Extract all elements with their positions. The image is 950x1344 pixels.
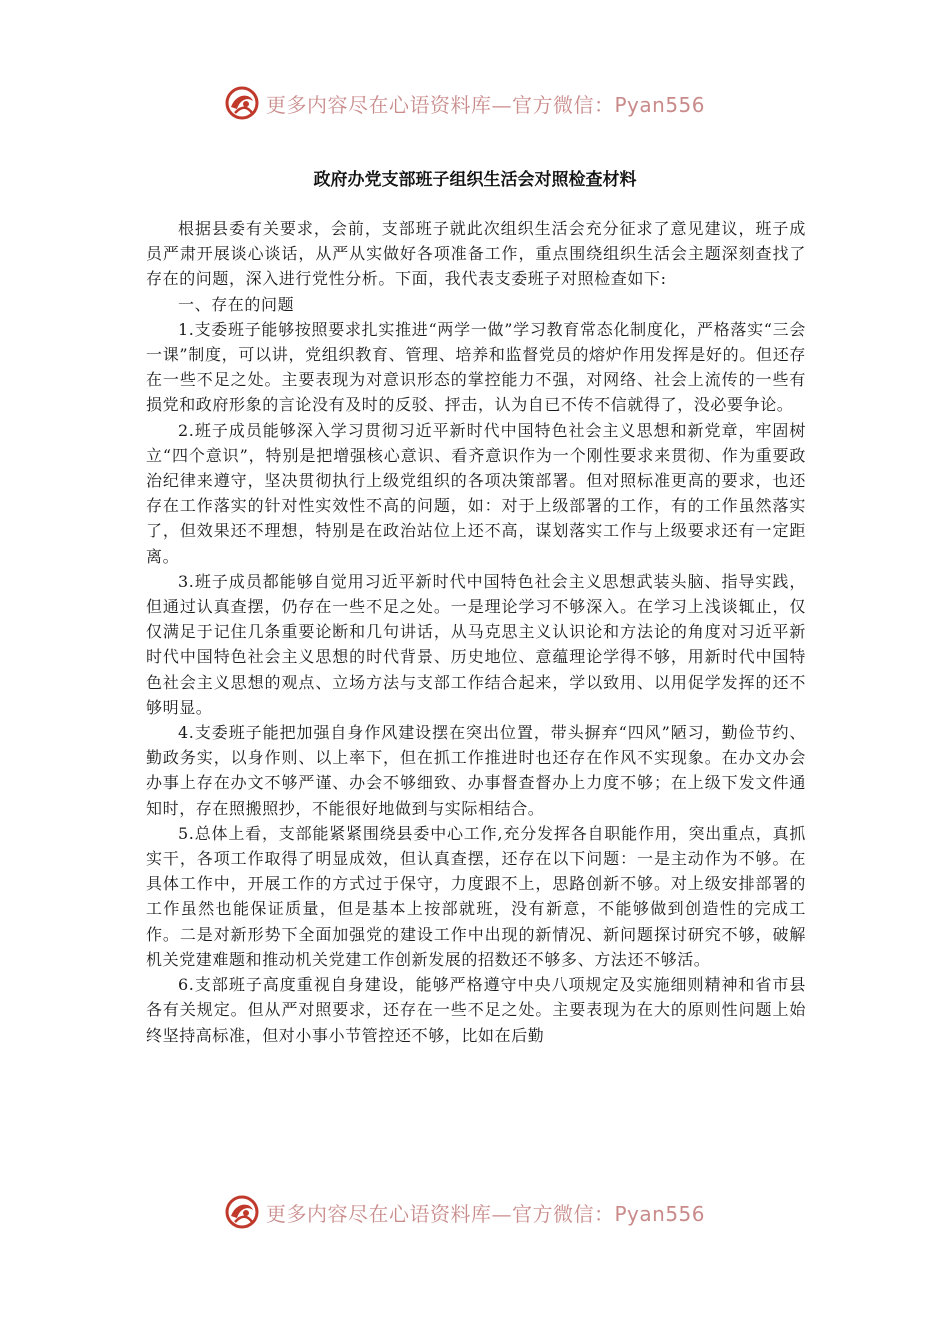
red-swirl-logo-icon bbox=[222, 83, 262, 123]
section-heading: 一、存在的问题 bbox=[178, 294, 295, 314]
banner-wechat-id: Pyan556 bbox=[614, 92, 706, 117]
document-title: 政府办党支部班子组织生活会对照检查材料 bbox=[313, 170, 637, 190]
banner-label: 更多内容尽在心语资料库—官方微信： bbox=[266, 1201, 615, 1226]
paragraph-item-2: 2.班子成员能够深入学习贯彻习近平新时代中国特色社会主义思想和新党章，牢固树立“四个意识”，特别是把增强核心意识、看齐意识作为一个刚性要求来贯彻、作为重要政治纪律来遵守，坚决贯彻执行上级党组织的各项决策部署。但对照标准更高的要求，也还存在工作落实的针对性实效性不高的问题，如：对于上级部署的工作，有的工作虽然落实了，但效果还不理想，特别是在政治站位上还不高，谋划落实工作与上级要求还有一定距离。 bbox=[146, 420, 806, 566]
paragraph-item-3: 3.班子成员都能够自觉用习近平新时代中国特色社会主义思想武装头脑、指导实践，但通过认真查摆，仍存在一些不足之处。一是理论学习不够深入。在学习上浅谈辄止，仅仅满足于记住几条重要论断和几句讲话，从马克思主义认识论和方法论的角度对习近平新时代中国特色社会主义思想的时代背景、历史地位、意蕴理论学得不够，用新时代中国特色社会主义思想的观点、立场方法与支部工作结合起来，学以致用、以用促学发挥的还不够明显。 bbox=[146, 571, 806, 717]
red-swirl-logo-icon bbox=[222, 1192, 262, 1232]
paragraph-item-6: 6.支部班子高度重视自身建设，能够严格遵守中央八项规定及实施细则精神和省市县各有关规定。但从严对照要求，还存在一些不足之处。主要表现为在大的原则性问题上始终坚持高标准，但对小事小节管控还不够，比如在后勤 bbox=[146, 975, 806, 1045]
banner-wechat-id: Pyan556 bbox=[614, 1201, 706, 1226]
paragraph-item-5: 5.总体上看，支部能紧紧围绕县委中心工作,充分发挥各自职能作用，突出重点，真抓实干，各项工作取得了明显成效，但认真查摆，还存在以下问题：一是主动作为不够。在具体工作中，开展工作的方式过于保守，力度跟不上，思路创新不够。对上级安排部署的工作虽然也能保证质量，但是基本上按部就班，没有新意，不能够做到创造性的完成工作。二是对新形势下全面加强党的建设工作中出现的新情况、新问题探讨研究不够，破解机关党建难题和推动机关党建工作创新发展的招数还不够多、方法还不够活。 bbox=[146, 823, 806, 969]
banner-text bbox=[266, 1198, 705, 1227]
paragraph-item-1: 1.支委班子能够按照要求扎实推进“两学一做”学习教育常态化制度化，严格落实“三会一课”制度，可以讲，党组织教育、管理、培养和监督党员的熔炉作用发挥是好的。但还存在一些不足之处。主要表现为对意识形态的掌控能力不强，对网络、社会上流传的一些有损党和政府形象的言论没有及时的反驳、抨击，认为自已不传不信就得了，没必要争论。 bbox=[146, 319, 806, 415]
footer-banner bbox=[222, 1192, 742, 1232]
banner-text bbox=[266, 89, 705, 118]
paragraph-item-4: 4.支委班子能把加强自身作风建设摆在突出位置，带头摒弃“四风”陋习，勤俭节约、勤政务实，以身作则、以上率下，但在抓工作推进时也还存在作风不实现象。在办文办会办事上存在办文不够严谨、办会不够细致、办事督查督办上力度不够；在上级下发文件通知时，存在照搬照抄，不能很好地做到与实际相结合。 bbox=[146, 723, 806, 818]
document-body bbox=[146, 216, 806, 1048]
header-banner bbox=[222, 83, 742, 123]
banner-label: 更多内容尽在心语资料库—官方微信： bbox=[266, 92, 615, 117]
paragraph-intro: 根据县委有关要求，会前，支部班子就此次组织生活会充分征求了意见建议，班子成员严肃开展谈心谈话，从严从实做好各项准备工作，重点围绕组织生活会主题深刻查找了存在的问题，深入进行党性分析。下面，我代表支委班子对照检查如下: bbox=[146, 219, 806, 289]
